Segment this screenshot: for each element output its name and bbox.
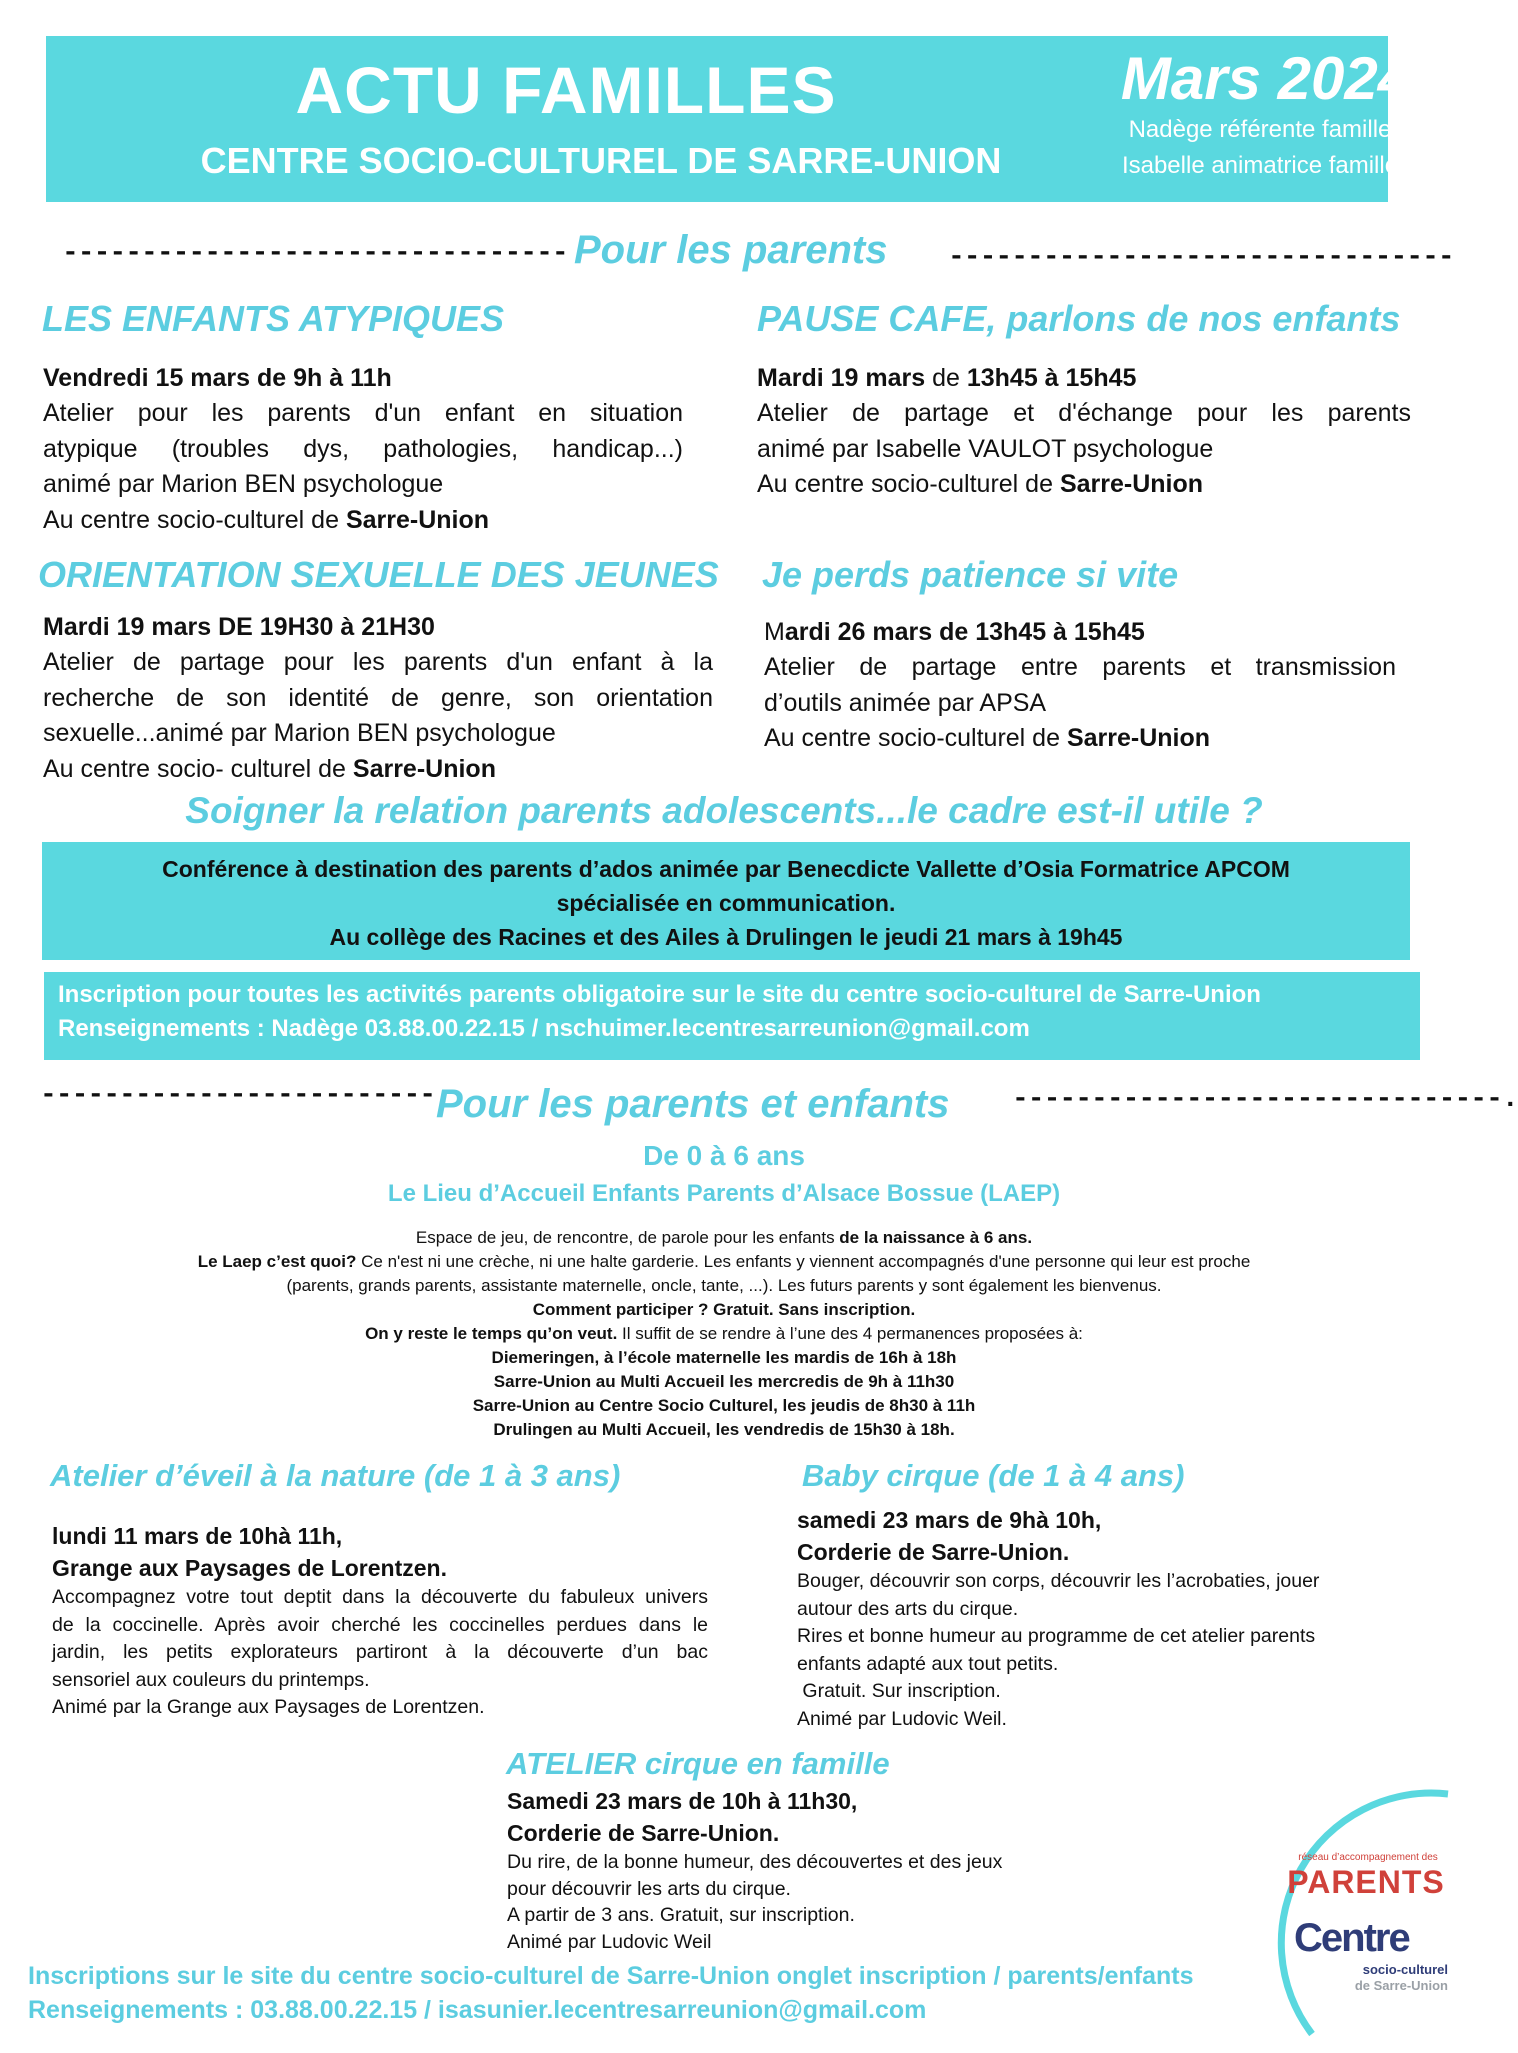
event-cirque-famille [507,1785,1107,1955]
divider-left: -------------------------------- [62,238,568,269]
event-date: lundi 11 mars de 10hà 11h, [52,1523,343,1549]
event-text: atypique (troubles dys, pathologies, handicap...) [43,434,683,463]
event-place: Au centre socio- culturel de Sarre-Union [43,754,496,783]
conference-text: spécialisée en communication. [556,890,896,916]
conference-text: Conférence à destination des parents d’ados animée par Benecdicte Vallette d’Osia Formatrice APCOM [162,856,1290,882]
event-orientation [43,609,713,787]
event-baby-cirque [797,1504,1417,1733]
event-place: Corderie de Sarre-Union. [797,1539,1070,1565]
event-text: Du rire, de la bonne humeur, des découvertes et des jeux [507,1851,1003,1873]
event-text: Accompagnez votre tout deptit dans la découverte du fabuleux univers [52,1586,708,1608]
event-date: Mardi 19 mars DE 19H30 à 21H30 [43,613,435,641]
event-text: Atelier de partage et d'échange pour les parents [757,399,1411,427]
header-banner [46,36,1412,202]
laep-line: (parents, grands parents, assistante maternelle, oncle, tante, ...). Les futurs parents y sont également les bienvenus. [286,1276,1162,1295]
event-text: Atelier pour les parents d'un enfant en situation [43,399,683,427]
conference-title: Soigner la relation parents adolescents...le cadre est-il utile ? [185,790,1263,831]
event-text: Bouger, découvrir son corps, découvrir les l’acrobaties, jouer [797,1570,1320,1592]
event-date: Mardi 19 mars de 13h45 à 15h45 [757,364,1137,392]
event-title-orientation: ORIENTATION SEXUELLE DES JEUNES [38,554,719,595]
event-text: Animé par Ludovic Weil. [797,1707,1007,1730]
logo-network: réseau d’accompagnement des [1298,1852,1438,1863]
event-text: de la coccinelle. Après avoir cherché les coccinelles perdues dans le [52,1613,708,1636]
laep-line: Le Laep c’est quoi? Ce n'est ni une crèche, ni une halte garderie. Les enfants y viennent accompagnés d'une personne qui leur est proche [197,1252,1251,1271]
referent-nadege: Nadège référente familles [1128,116,1404,143]
event-place: Au centre socio-culturel de Sarre-Union [43,505,490,534]
event-atypiques [43,360,683,538]
event-patience [764,614,1396,757]
event-text: jardin, les petits explorateurs partiront à la découverte d’un bac [52,1641,708,1663]
laep-line: Espace de jeu, de rencontre, de parole pour les enfants de la naissance à 6 ans. [415,1228,1033,1247]
footer-contact[interactable]: Renseignements : 03.88.00.22.15 / isasunier.lecentresarreunion@gmail.com [28,1996,927,2024]
logo-de-sarre-union: de Sarre-Union [1354,1978,1448,1993]
event-title-baby-cirque: Baby cirque (de 1 à 4 ans) [802,1458,1185,1493]
event-title-pause-cafe: PAUSE CAFE, parlons de nos enfants [757,298,1401,339]
event-text: animé par Marion BEN psychologue [43,470,444,498]
age-range: De 0 à 6 ans [643,1140,805,1171]
event-pause-cafe [757,360,1411,503]
event-text: animé par Isabelle VAULOT psychologue [757,434,1214,463]
laep-line: On y reste le temps qu’on veut. Il suffit de se rendre à l’une des 4 permanences proposées à: [365,1324,1083,1343]
event-text: pour découvrir les arts du cirque. [507,1877,791,1900]
event-place: Corderie de Sarre-Union. [507,1820,780,1846]
laep-description [0,1226,1448,1442]
event-title-cirque-famille: ATELIER cirque en famille [506,1746,890,1781]
event-date: Mardi 26 mars de 13h45 à 15h45 [764,618,1145,646]
event-date: Vendredi 15 mars de 9h à 11h [43,364,392,392]
laep-permanence: Drulingen au Multi Accueil, les vendredis de 15h30 à 18h. [493,1420,955,1439]
inscription-text: Inscription pour toutes les activités parents obligatoire sur le site du centre socio-culturel de Sarre-Union [58,981,1261,1008]
section-title-parents-enfants: Pour les parents et enfants [436,1082,950,1126]
event-place: Au centre socio-culturel de Sarre-Union [757,470,1204,498]
page-title: ACTU FAMILLES [295,53,837,127]
event-text: Animé par la Grange aux Paysages de Lorentzen. [52,1696,485,1718]
event-text: enfants adapté aux tout petits. [797,1652,1059,1675]
section-title-parents: Pour les parents [574,228,888,272]
event-text: sensoriel aux couleurs du printemps. [52,1668,370,1691]
conference-text: Au collège des Racines et des Ailes à Drulingen le jeudi 21 mars à 19h45 [329,924,1123,950]
event-text: Gratuit. Sur inscription. [797,1680,1001,1702]
event-text: Atelier de partage pour les parents d'un enfant à la [43,648,713,676]
event-eveil [52,1520,708,1722]
event-text: Atelier de partage entre parents et transmission [764,653,1396,681]
logo-socio: socio-culturel [1362,1962,1448,1977]
event-text: autour des arts du cirque. [797,1597,1019,1620]
event-place: Au centre socio-culturel de Sarre-Union [764,724,1211,752]
footer-inscription[interactable]: Inscriptions sur le site du centre socio-culturel de Sarre-Union onglet inscription / parents/enfants [28,1962,1194,1990]
event-text: A partir de 3 ans. Gratuit, sur inscription. [507,1904,855,1926]
laep-line: Comment participer ? Gratuit. Sans inscription. [532,1300,916,1319]
logo-parents: PARENTS [1287,1864,1445,1900]
inscription-contact[interactable]: Renseignements : Nadège 03.88.00.22.15 / nschuimer.lecentresarreunion@gmail.com [58,1015,1030,1042]
event-text: Animé par Ludovic Weil [507,1930,712,1953]
laep-permanence: Sarre-Union au Multi Accueil les mercredis de 9h à 11h30 [493,1372,955,1391]
logo-centre: Centre [1294,1916,1409,1960]
event-place: Grange aux Paysages de Lorentzen. [52,1555,447,1581]
event-text: recherche de son identité de genre, son orientation [43,683,713,712]
event-title-patience: Je perds patience si vite [762,554,1179,595]
event-title-eveil: Atelier d’éveil à la nature (de 1 à 3 ans) [50,1458,621,1493]
divider-left: -------------------------. [40,1080,451,1111]
month-label: Mars 2024 [1120,45,1412,112]
laep-permanence: Sarre-Union au Centre Socio Culturel, les jeudis de 8h30 à 11h [472,1396,976,1415]
laep-title: Le Lieu d’Accueil Enfants Parents d’Alsace Bossue (LAEP) [387,1180,1061,1207]
event-date: samedi 23 mars de 9hà 10h, [797,1507,1102,1533]
event-title-atypiques: LES ENFANTS ATYPIQUES [42,298,505,339]
event-date: Samedi 23 mars de 10h à 11h30, [507,1788,858,1814]
divider-right: -------------------------------. [1012,1084,1518,1115]
event-text: sexuelle...animé par Marion BEN psychologue [43,719,556,747]
event-text: d’outils animée par APSA [764,688,1047,717]
page-subtitle: CENTRE SOCIO-CULTUREL DE SARRE-UNION [200,140,1002,181]
centre-logo [1250,1786,1448,2048]
conference-box [42,842,1410,960]
divider-right: -------------------------------- [948,242,1454,273]
referent-isabelle: Isabelle animatrice familles [1121,152,1411,179]
event-text: Rires et bonne humeur au programme de cet atelier parents [797,1625,1316,1647]
inscription-box [44,972,1420,1060]
laep-permanence: Diemeringen, à l’école maternelle les mardis de 16h à 18h [491,1348,957,1367]
